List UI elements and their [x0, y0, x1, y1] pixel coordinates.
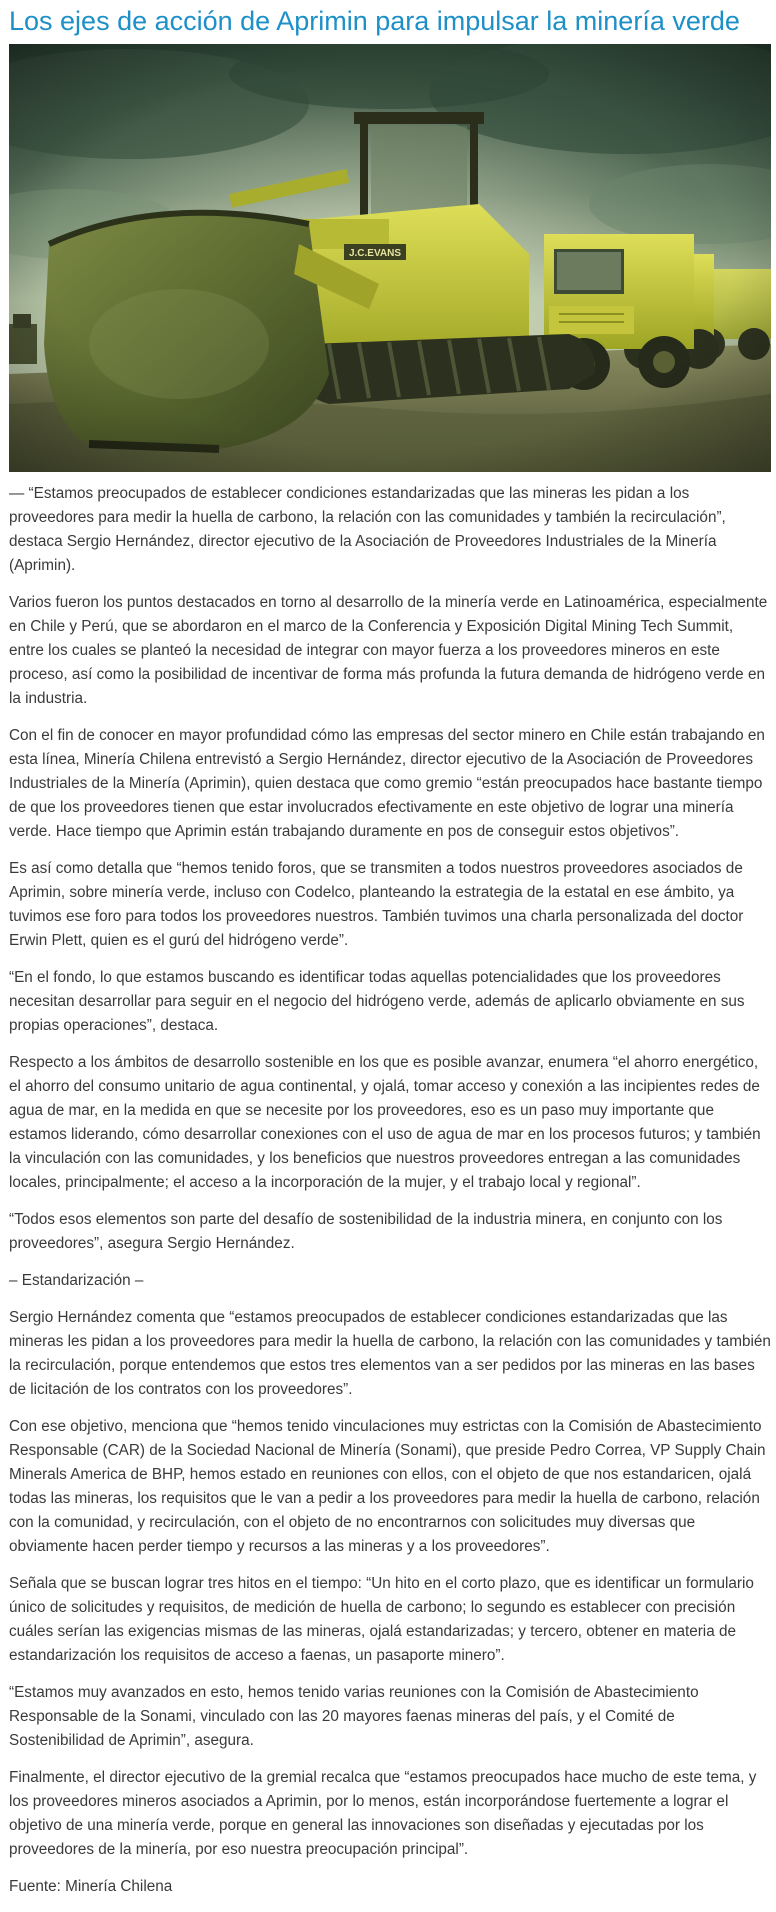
paragraph: “En el fondo, lo que estamos buscando es identificar todas aquellas potencialidades que los proveedores necesitan desarrollar para seguir en el negocio del hidrógeno verde, además de aplicarlo obviamente en sus propias operaciones”, destaca.	[9, 969, 745, 1034]
paragraph: Con ese objetivo, menciona que “hemos tenido vinculaciones muy estrictas con la Comisión de Abastecimiento Responsable (CAR) de la Sociedad Nacional de Minería (Sonami), que preside Pedro Correa, VP Supply Chain Minerals America de BHP, hemos estado en reuniones con ellos, con el objeto de que nos estandaricen, ojalá todas las mineras, los requisitos que le van a pedir a los proveedores para medir la huella de carbono, relación con la comunidad, y recirculación, con el objeto de no encontrarnos con solicitudes muy diversas que obviamente hacen perder tiempo y recursos a las mineras y a los proveedores”.	[9, 1418, 766, 1555]
paragraph: Finalmente, el director ejecutivo de la gremial recalca que “estamos preocupados hace mucho de este tema, y los proveedores mineros asociados a Aprimin, por lo menos, están incorporándose fuertemente a lograr el objetivo de una minería verde, porque en general las innovaciones son diseñadas y ejecutadas por los proveedores de la minería, por eso nuestra preocupación principal”.	[9, 1769, 757, 1858]
hero-image	[9, 44, 771, 472]
article-title: Los ejes de acción de Aprimin para impulsar la minería verde	[9, 6, 740, 36]
paragraph: — “Estamos preocupados de establecer condiciones estandarizadas que las mineras les pidan a los proveedores para medir la huella de carbono, la relación con las comunidades y también la recirculación”, destaca Sergio Hernández, director ejecutivo de la Asociación de Proveedores Industriales de la Minería (Aprimin).	[9, 485, 726, 574]
paragraph: Señala que se buscan lograr tres hitos en el tiempo: “Un hito en el corto plazo, que es identificar un formulario único de solicitudes y requisitos, de medición de huella de carbono; lo segundo es establecer con precisión cuáles serían las exigencias mismas de las mineras, ojalá estandarizadas; y tercero, obtener en materia de estandarización los requisitos de acceso a faenas, un pasaporte minero”.	[9, 1575, 754, 1664]
article	[9, 4, 771, 1912]
paragraph: “Todos esos elementos son parte del desafío de sostenibilidad de la industria minera, en conjunto con los proveedores”, asegura Sergio Hernández.	[9, 1211, 723, 1252]
article-source: Fuente: Minería Chilena	[9, 1878, 173, 1895]
section-subheading: – Estandarización –	[9, 1272, 144, 1289]
paragraph: Es así como detalla que “hemos tenido foros, que se transmiten a todos nuestros proveedores asociados de Aprimin, sobre minería verde, incluso con Codelco, planteando la estrategia de la estatal en ese ámbito, ya tuvimos ese foro para todos los proveedores nuestros. También tuvimos una charla personalizada del doctor Erwin Plett, quien es el gurú del hidrógeno verde”.	[9, 860, 744, 949]
paragraph: “Estamos muy avanzados en esto, hemos tenido varias reuniones con la Comisión de Abastecimiento Responsable de la Sonami, vinculado con las 20 mayores faenas mineras del país, y el Comité de Sostenibilidad de Aprimin”, asegura.	[9, 1684, 699, 1749]
paragraph: Sergio Hernández comenta que “estamos preocupados de establecer condiciones estandarizadas que las mineras les pidan a los proveedores para medir la huella de carbono, la relación con las comunidades y también la recirculación, porque entendemos que estos tres elementos van a ser pedidos por las mineras en las bases de licitación de los contratos con los proveedores”.	[9, 1309, 771, 1398]
paragraph: Varios fueron los puntos destacados en torno al desarrollo de la minería verde en Latinoamérica, especialmente en Chile y Perú, que se abordaron en el marco de la Conferencia y Exposición Digital Mining Tech Summit, entre los cuales se planteó la necesidad de integrar con mayor fuerza a los proveedores mineros en este proceso, así como la posibilidad de incentivar de forma más profunda la futura demanda de hidrógeno verde en la industria.	[9, 594, 768, 707]
article-body	[9, 482, 771, 1899]
paragraph: Respecto a los ámbitos de desarrollo sostenible en los que es posible avanzar, enumera “el ahorro energético, el ahorro del consumo unitario de agua continental, y ojalá, tomar acceso y conexión a las incipientes redes de agua de mar, en la medida en que se necesite por los proveedores, eso es un paso muy importante que estamos liderando, cómo desarrollar conexiones con el uso de agua de mar en los procesos futuros; y también la vinculación con las comunidades, y los beneficios que nuestros proveedores entregan a las comunidades locales, principalmente; el acceso a la incorporación de la mujer, y el trabajo local y regional”.	[9, 1054, 761, 1191]
paragraph: Con el fin de conocer en mayor profundidad cómo las empresas del sector minero en Chile están trabajando en esta línea, Minería Chilena entrevistó a Sergio Hernández, director ejecutivo de la Asociación de Proveedores Industriales de la Minería (Aprimin), quien destaca que como gremio “están preocupados hace bastante tiempo de que los proveedores tienen que estar involucrados efectivamente en este objetivo de lograr una minería verde. Hace tiempo que Aprimin están trabajando duramente en pos de conseguir estos objetivos”.	[9, 727, 765, 840]
